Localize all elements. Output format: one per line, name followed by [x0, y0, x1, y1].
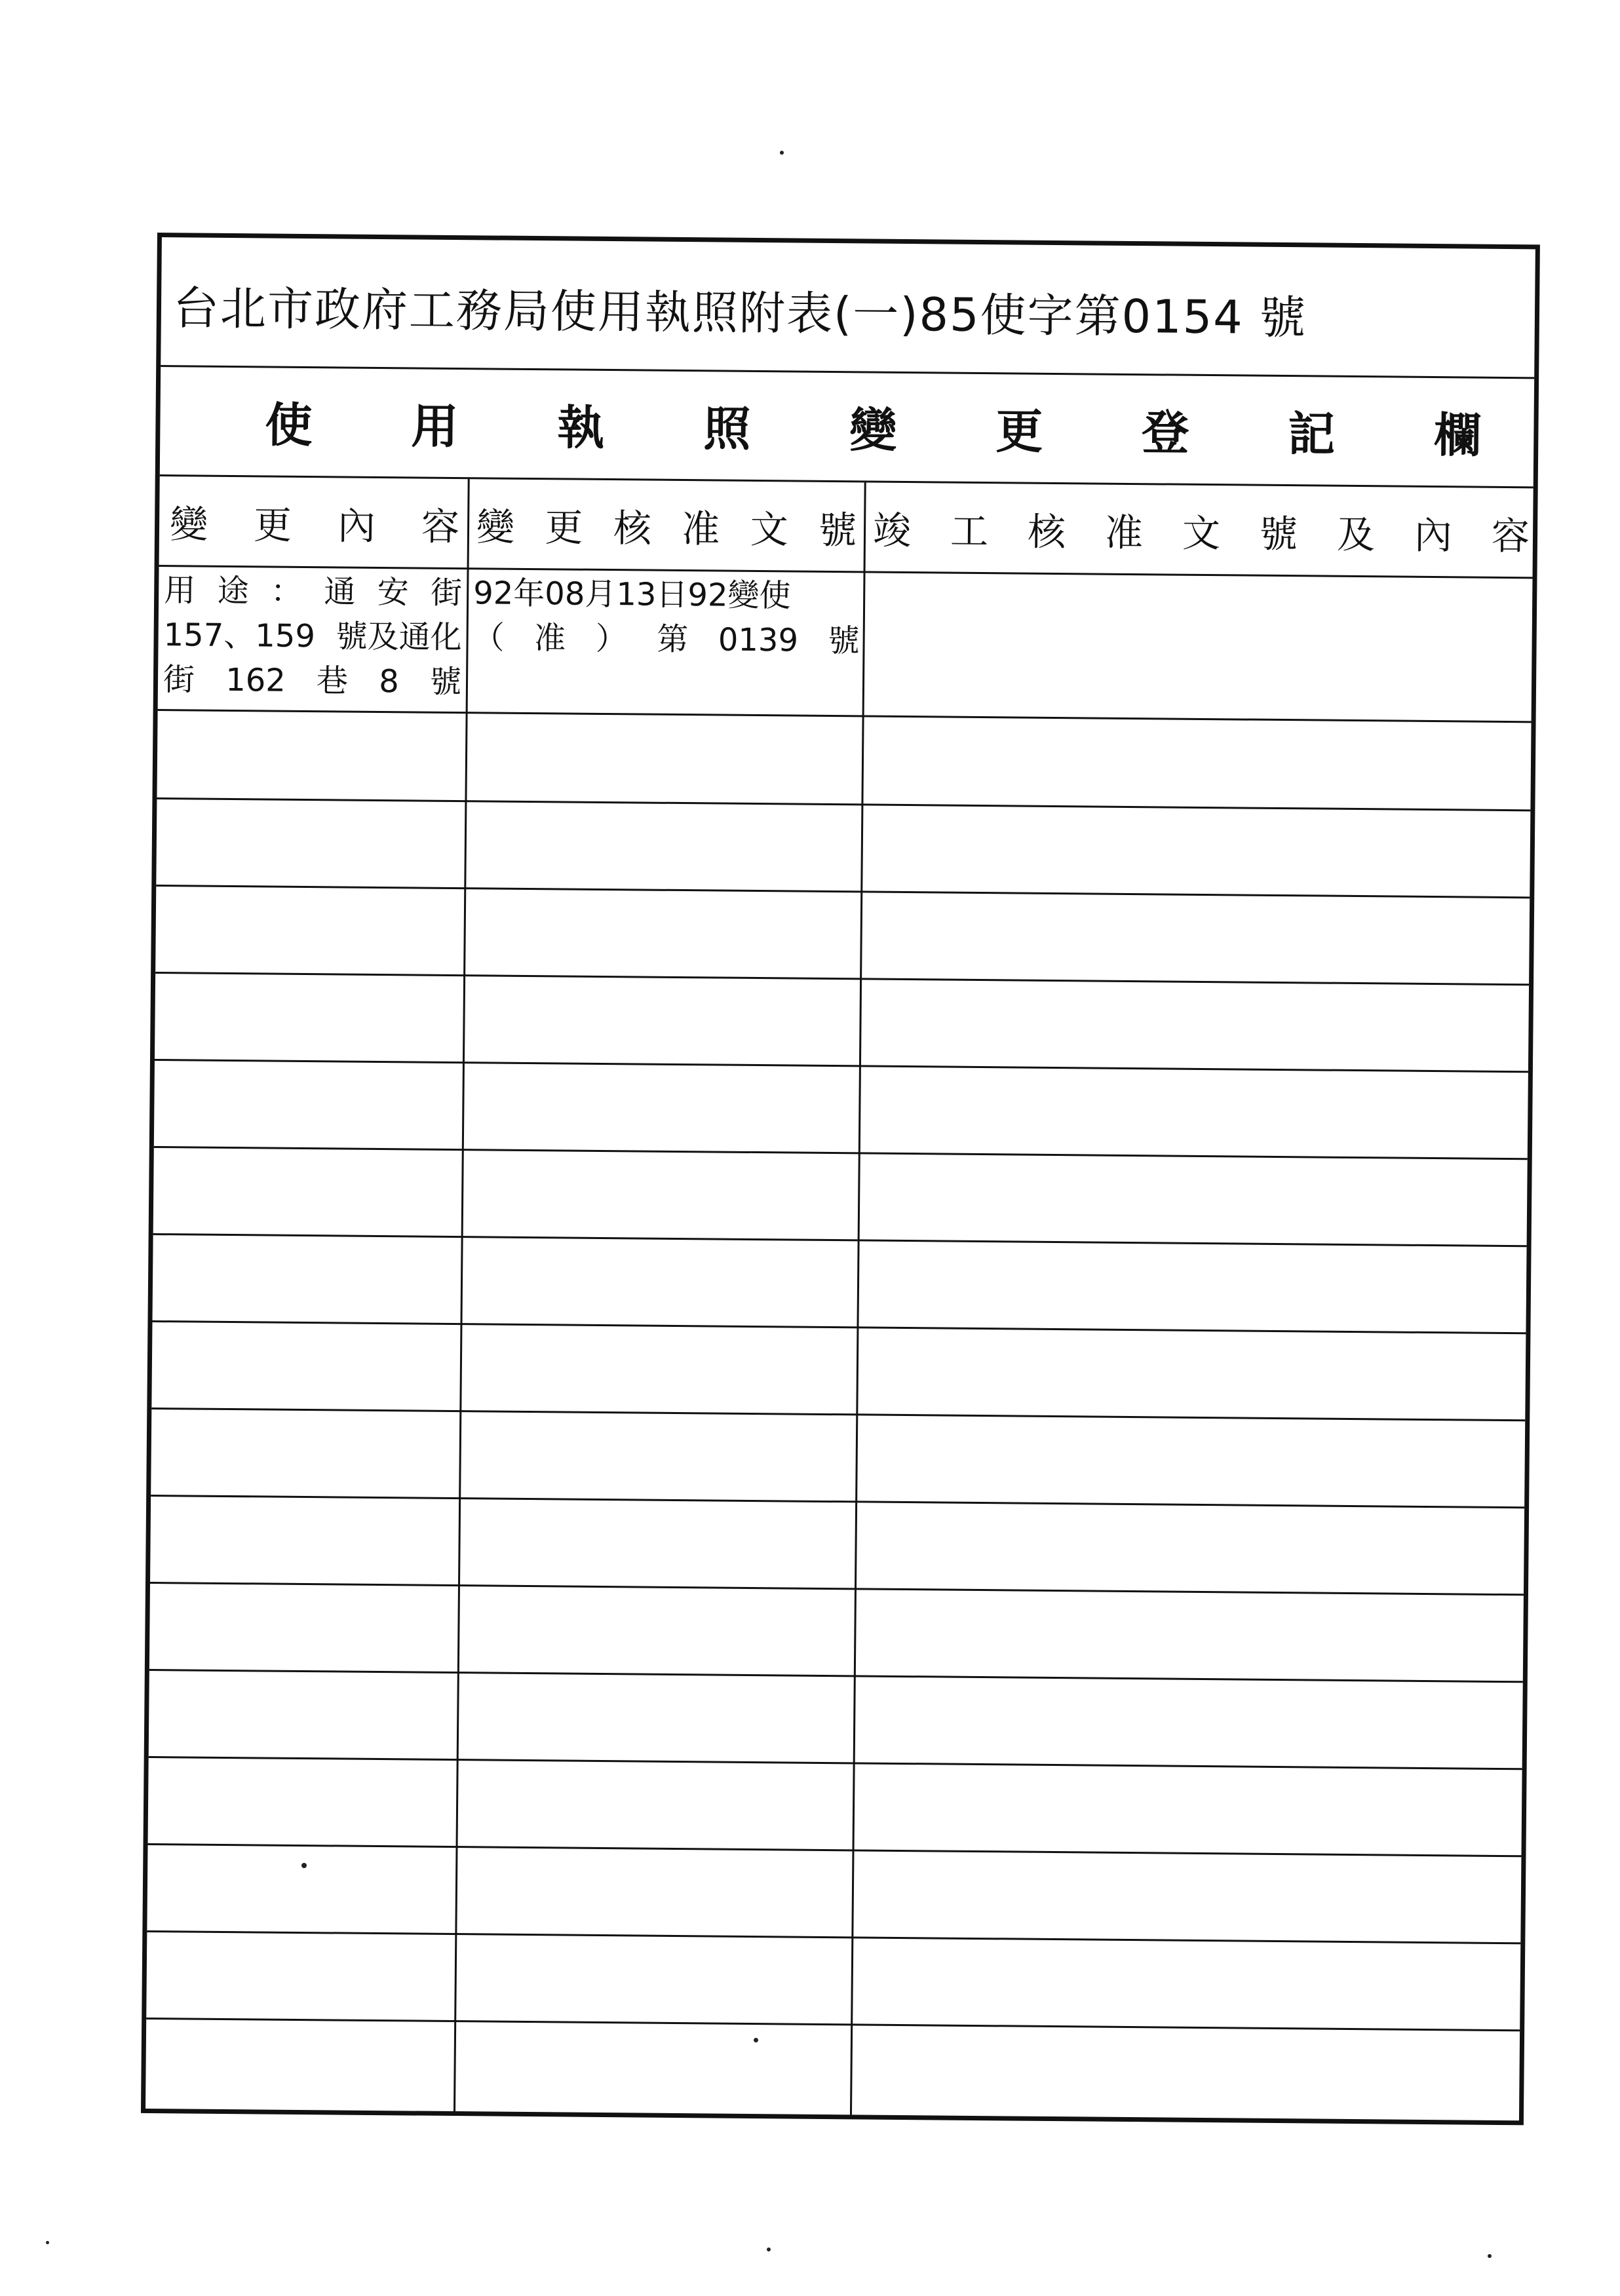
content-line: 157、159 號及通化: [163, 617, 462, 657]
banner-char: 記: [1287, 406, 1336, 462]
column-divider: [453, 479, 866, 2114]
column-header-completion-approval: 竣 工 核 准 文 號 及 內 容: [872, 508, 1530, 558]
scan-speck: [754, 2038, 758, 2042]
scan-speck: [1488, 2254, 1492, 2258]
scan-speck: [767, 2248, 771, 2251]
section-banner: [160, 365, 1534, 488]
form-title: 台北市政府工務局使用執照附表(一)85使字第0154 號: [172, 281, 1307, 345]
column-header-change-approval-no: 變 更 核 准 文 號: [476, 504, 857, 552]
column-divider: [145, 476, 470, 2111]
content-line: 用 途 ： 通 安 街: [163, 572, 463, 612]
entry-change-content: [163, 568, 463, 704]
column-header-change-content: 變 更 內 容: [169, 501, 460, 549]
form-title-row: [161, 237, 1535, 379]
approval-line: 92年08月13日92變使: [473, 575, 791, 615]
scan-speck: [46, 2241, 49, 2244]
scan-speck: [780, 151, 784, 155]
content-line: 街 162 巷 8 號: [163, 661, 462, 701]
banner-char: 變: [849, 402, 897, 458]
license-change-form: [141, 233, 1540, 2125]
banner-char: 使: [265, 396, 313, 453]
banner-char: 更: [995, 403, 1043, 459]
entry-approval-number: [473, 571, 860, 663]
change-register-table: [145, 476, 1533, 2120]
banner-char: 登: [1141, 404, 1189, 461]
banner-char: 執: [557, 399, 605, 455]
banner-char: 用: [411, 398, 459, 454]
banner-char: 欄: [1433, 407, 1482, 463]
banner-char: 照: [703, 400, 751, 457]
approval-line: （ 准 ） 第 0139 號: [473, 619, 860, 660]
scan-speck: [301, 1863, 307, 1868]
